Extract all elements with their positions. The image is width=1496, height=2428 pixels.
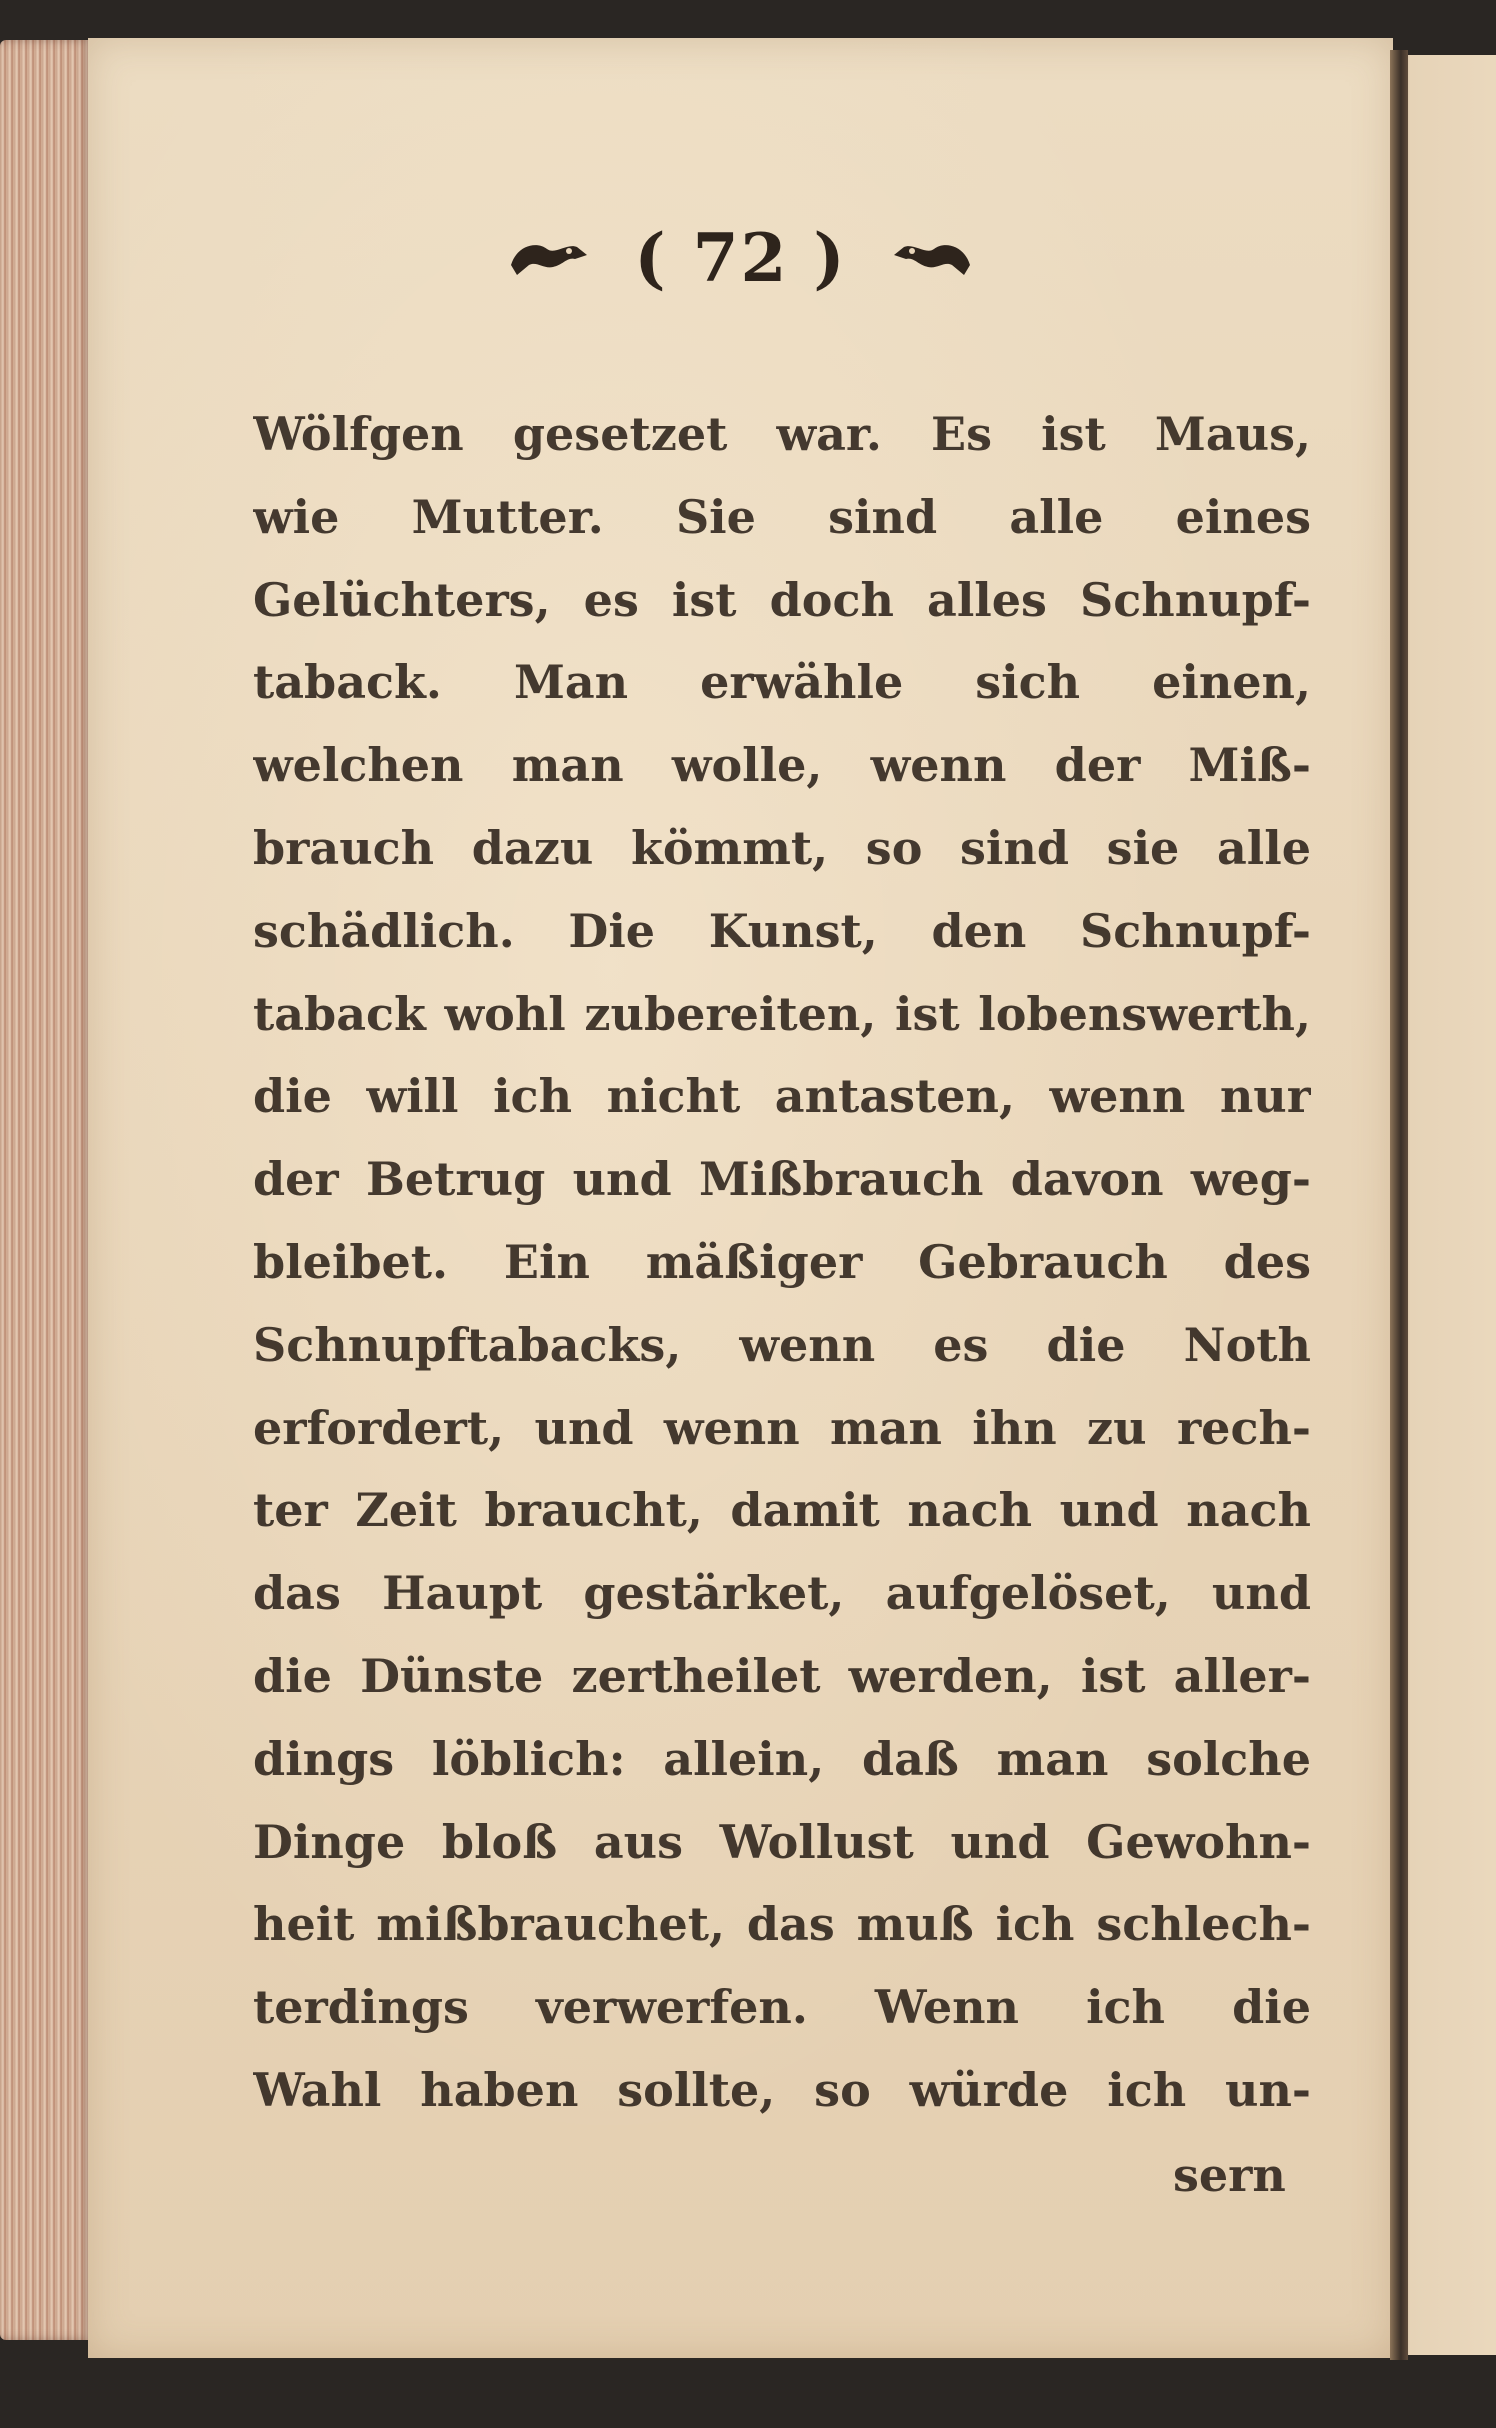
text-line: wie Mutter. Sie sind alle eines — [253, 489, 1311, 544]
text-line: die will ich nicht antasten, wenn nur — [253, 1069, 1311, 1124]
text-line: brauch dazu kömmt, so sind sie alle — [253, 820, 1311, 875]
facing-page-edge — [1396, 55, 1496, 2355]
page-header — [88, 213, 1393, 297]
text-line: Wahl haben sollte, so würde ich un- — [253, 2062, 1311, 2117]
text-line: heit mißbrauchet, das muß ich schlech- — [253, 1897, 1311, 1952]
text-line: der Betrug und Mißbrauch davon weg- — [253, 1152, 1311, 1207]
page-gutter — [1390, 50, 1408, 2360]
left-ornament-icon — [507, 235, 591, 281]
text-line: Gelüchters, es ist doch alles Schnupf- — [253, 572, 1311, 627]
text-line: ter Zeit braucht, damit nach und nach — [253, 1483, 1311, 1538]
text-line: die Dünste zertheilet werden, ist aller- — [253, 1648, 1311, 1703]
text-line: Dinge bloß aus Wollust und Gewohn- — [253, 1814, 1311, 1869]
body-text — [253, 393, 1311, 2132]
text-line: taback. Man erwähle sich einen, — [253, 655, 1311, 710]
text-line: terdings verwerfen. Wenn ich die — [253, 1980, 1311, 2035]
text-line: schädlich. Die Kunst, den Schnupf- — [253, 903, 1311, 958]
text-line: taback wohl zubereiten, ist lobenswerth, — [253, 986, 1311, 1041]
text-line: Schnupftabacks, wenn es die Noth — [253, 1317, 1311, 1372]
catchword: sern — [1173, 2148, 1286, 2202]
text-line: bleibet. Ein mäßiger Gebrauch des — [253, 1234, 1311, 1289]
stacked-page-edges — [0, 40, 92, 2340]
text-line: welchen man wolle, wenn der Miß- — [253, 738, 1311, 793]
right-ornament-icon — [890, 235, 974, 281]
text-line: dings löblich: allein, daß man solche — [253, 1731, 1311, 1786]
page-number: ( 72 ) — [634, 219, 847, 297]
text-line: erfordert, und wenn man ihn zu rech- — [253, 1400, 1311, 1455]
book-page — [88, 38, 1393, 2358]
text-line: Wölfgen gesetzet war. Es ist Maus, — [253, 407, 1311, 461]
text-line: das Haupt gestärket, aufgelöset, und — [253, 1566, 1311, 1621]
